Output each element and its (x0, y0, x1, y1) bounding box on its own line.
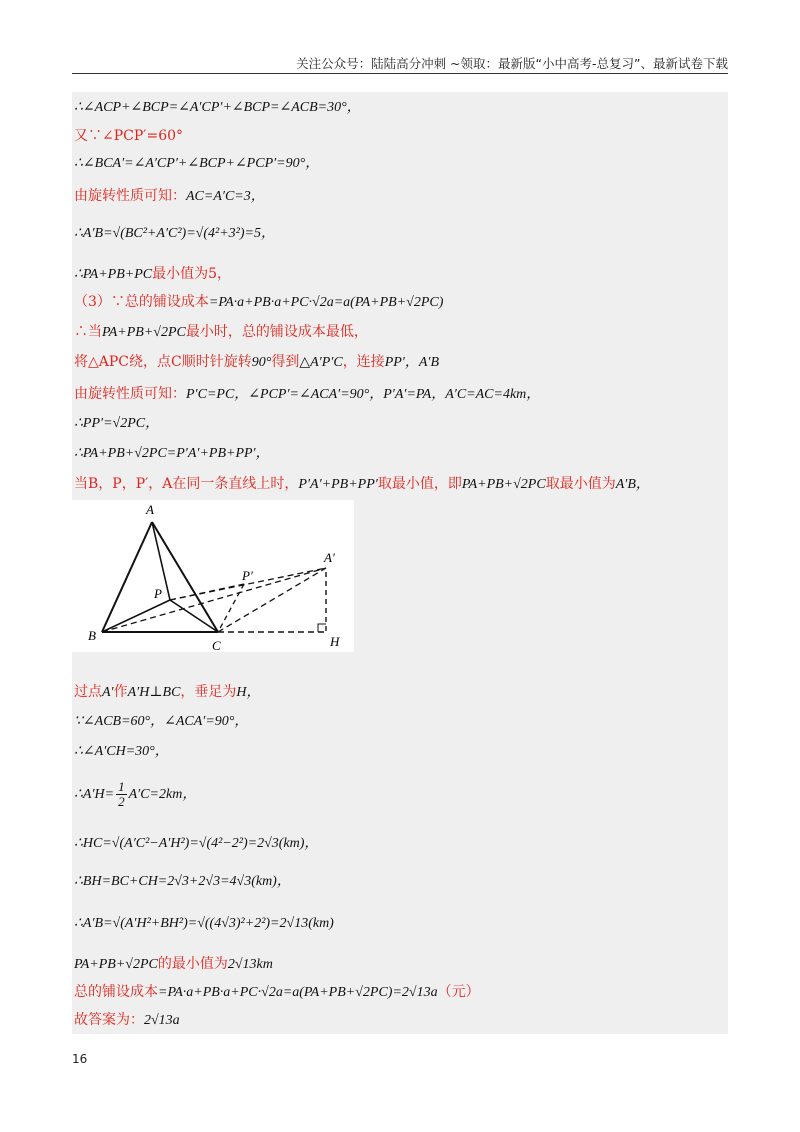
segment-a-prime-c-dashed (218, 568, 326, 632)
line-14-part-b: 作 (113, 684, 128, 700)
label-h: H (330, 634, 340, 649)
label-b: B (88, 628, 96, 643)
line-5: ∴A′B=√(BC²+A′C²)=√(4²+3²)=5， (74, 226, 275, 241)
line-21 (74, 954, 724, 975)
segment-ab (102, 522, 152, 632)
line-22-label: 总的铺设成本 (74, 984, 158, 1000)
line-7 (74, 292, 724, 313)
line-15: ∵∠ACB=60°，∠ACA′=90°， (74, 714, 249, 729)
line-7-math: =PA·a+PB·a+PC·√2a=a(PA+PB+√2PC) (208, 295, 444, 310)
geometry-figure-svg (72, 500, 354, 652)
fraction-denominator: 2 (118, 794, 125, 810)
line-6-label: 最小值为5， (152, 266, 232, 282)
line-23-math: 2√13a (144, 1013, 180, 1028)
label-c: C (212, 638, 221, 652)
line-19: ∴BH=BC+CH=2√3+2√3=4√3(km)， (74, 874, 291, 889)
line-23-label: 故答案为： (74, 1012, 144, 1028)
line-4-math: AC=A′C=3， (186, 189, 265, 204)
line-9-part-c: ，连接 (342, 354, 385, 370)
label-p-prime: P′ (242, 568, 253, 583)
line-22-unit: （元） (437, 984, 480, 1000)
line-17-part-a: ∴A′H= (74, 787, 115, 802)
line-13-part-b: 取最小值，即 (377, 476, 462, 492)
line-20: ∴A′B=√(A′H²+BH²)=√((4√3)²+2²)=2√13(km) (74, 916, 334, 931)
line-22 (74, 982, 724, 1003)
line-4-label: 由旋转性质可知： (74, 188, 186, 204)
segment-bp (102, 600, 170, 632)
line-14-math-2: A′H⊥BC (127, 685, 181, 700)
right-angle-mark (318, 624, 326, 632)
line-18: ∴HC=√(A′C²−A′H²)=√(4²−2²)=2√3(km)， (74, 836, 319, 851)
line-21-label: 的最小值为 (157, 956, 228, 972)
line-12: ∴PA+PB+√2PC=P′A′+PB+PP′， (74, 446, 270, 461)
solution-content (72, 92, 728, 1034)
segment-a-prime-b-dashed (102, 568, 326, 632)
line-8-prefix: ∴当 (74, 324, 102, 340)
line-14-part-c: ，垂足为 (180, 684, 237, 700)
page-number: 16 (72, 1052, 88, 1066)
line-10-label: 由旋转性质可知： (74, 386, 186, 402)
line-8 (74, 322, 724, 343)
line-2-text: 又∵∠PCP′=60° (74, 128, 184, 144)
line-13-part-a: 当B，P，P′，A在同一条直线上时， (74, 476, 299, 492)
label-p: P (154, 586, 162, 601)
line-13-math-2: PA+PB+√2PC (461, 477, 546, 492)
line-16: ∴∠A′CH=30°， (74, 744, 169, 759)
line-13-math-1: P′A′+PB+PP′ (298, 477, 378, 492)
line-9-part-a: 将△APC绕，点C顺时针旋转 (74, 354, 252, 370)
label-a-prime: A′ (324, 550, 335, 565)
line-21-math-2: 2√13km (227, 957, 273, 972)
line-9 (74, 352, 724, 373)
line-4 (74, 186, 724, 207)
line-17 (74, 778, 724, 812)
fraction-one-half (116, 780, 127, 809)
line-14-math-1: A′ (102, 685, 114, 700)
line-7-label: （3）∵总的铺设成本 (74, 294, 209, 310)
fraction-numerator: 1 (118, 779, 125, 795)
line-23 (74, 1010, 724, 1031)
geometry-figure (72, 500, 354, 652)
line-9-angle: 90° (251, 355, 272, 370)
line-6-math: ∴PA+PB+PC (74, 267, 153, 282)
line-17-part-b: A′C=2km， (128, 787, 197, 802)
line-14-math-3: H， (236, 685, 261, 700)
segment-p-p-prime-dashed (170, 584, 244, 600)
line-3: ∴∠BCA′=∠A′CP′+∠BCP+∠PCP′=90°， (74, 156, 320, 171)
line-13-part-c: 取最小值为 (545, 476, 616, 492)
line-10-math: P′C=PC，∠PCP′=∠ACA′=90°，P′A′=PA，A′C=AC=4km， (186, 387, 541, 402)
line-2 (74, 126, 724, 146)
page-header: 关注公众号：陆陆高分冲刺 ~领取：最新版“小中高考-总复习”、最新试卷下载 (296, 56, 728, 71)
line-8-math: PA+PB+√2PC (102, 325, 186, 340)
line-13 (74, 474, 724, 495)
line-21-math-1: PA+PB+√2PC (74, 957, 158, 972)
line-9-triangle: △A′P′C (299, 355, 343, 370)
line-6 (74, 264, 724, 285)
segment-pc (170, 600, 218, 632)
line-14 (74, 682, 724, 703)
label-a: A (146, 502, 154, 517)
line-1: ∴∠ACP+∠BCP=∠A′CP′+∠BCP=∠ACB=30°， (74, 100, 361, 115)
line-14-part-a: 过点 (74, 684, 102, 700)
header-rule (72, 73, 728, 74)
line-13-math-3: A′B， (615, 477, 650, 492)
line-22-math: =PA·a+PB·a+PC·√2a=a(PA+PB+√2PC)=2√13a (158, 985, 438, 1000)
line-8-suffix: 最小时，总的铺设成本最低， (185, 324, 368, 340)
line-10 (74, 384, 724, 405)
line-11: ∴PP′=√2PC， (74, 416, 160, 431)
line-9-part-b: 得到 (271, 354, 300, 370)
line-9-segments: PP′，A′B (384, 355, 440, 370)
